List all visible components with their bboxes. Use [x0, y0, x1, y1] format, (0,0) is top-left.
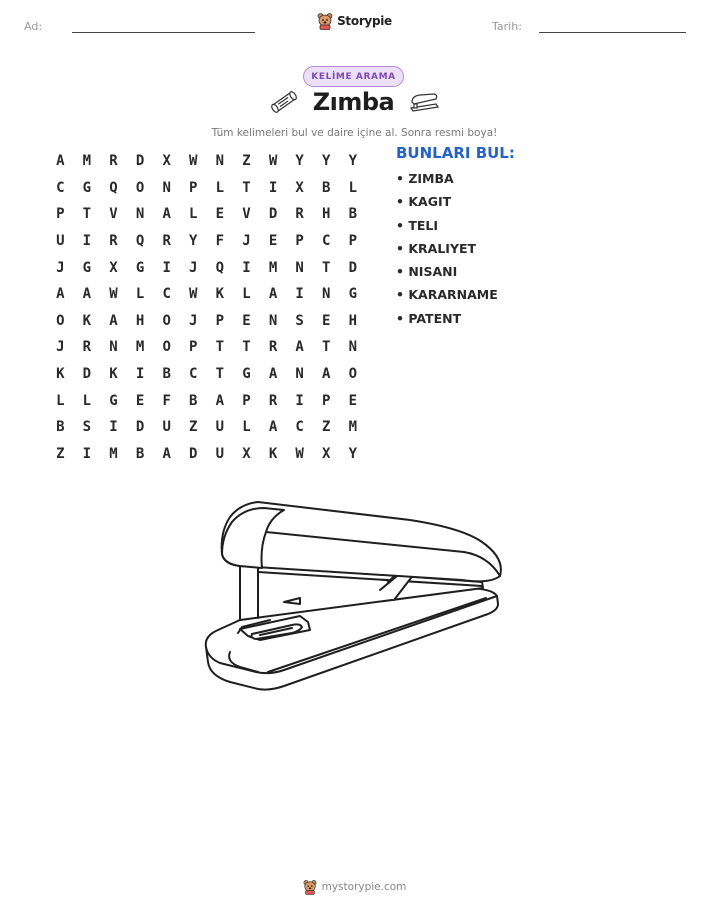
grid-letter[interactable]: I [242, 259, 251, 276]
grid-letter[interactable]: E [135, 392, 145, 409]
grid-letter[interactable]: Z [56, 445, 65, 462]
grid-letter[interactable]: D [268, 206, 278, 223]
grid-letter[interactable]: Q [109, 179, 118, 196]
grid-letter[interactable]: B [322, 179, 331, 196]
puzzle-type-badge: KELİME ARAMA [303, 66, 404, 87]
grid-letter[interactable]: X [162, 153, 171, 170]
grid-letter[interactable]: V [109, 206, 118, 223]
brand-name: Storypie [337, 14, 392, 28]
bear-mascot-icon [303, 879, 317, 895]
grid-letter[interactable]: Q [215, 259, 225, 276]
grid-letter[interactable]: G [242, 366, 251, 383]
grid-letter[interactable]: Y [348, 445, 358, 462]
grid-letter[interactable]: N [109, 339, 118, 356]
grid-letter[interactable]: J [189, 259, 198, 276]
grid-letter[interactable]: S [82, 419, 92, 436]
grid-letter[interactable]: I [82, 445, 92, 462]
grid-row [47, 228, 366, 255]
grid-letter[interactable]: C [189, 366, 198, 383]
grid-row [47, 281, 366, 308]
grid-letter[interactable]: I [295, 392, 304, 409]
grid-letter[interactable]: L [82, 392, 92, 409]
grid-letter[interactable]: P [348, 233, 358, 250]
grid-letter[interactable]: M [268, 259, 278, 276]
grid-letter[interactable]: I [135, 366, 145, 383]
grid-row [47, 308, 366, 335]
grid-letter[interactable]: A [322, 366, 331, 383]
grid-letter[interactable]: D [348, 259, 358, 276]
grid-letter[interactable]: P [215, 312, 225, 329]
grid-letter[interactable]: N [162, 179, 171, 196]
word-list-item: • TELI [396, 217, 439, 233]
grid-letter[interactable]: G [348, 286, 358, 303]
grid-row [47, 201, 366, 228]
grid-letter[interactable]: K [215, 286, 225, 303]
grid-letter[interactable]: Y [348, 153, 358, 170]
grid-letter[interactable]: F [162, 392, 171, 409]
grid-letter[interactable]: T [242, 339, 251, 356]
grid-letter[interactable]: L [135, 286, 145, 303]
grid-letter[interactable]: M [348, 419, 358, 436]
footer-url[interactable]: mystorypie.com [321, 881, 407, 893]
grid-letter[interactable]: T [322, 259, 331, 276]
name-label: Ad: [24, 20, 43, 33]
grid-letter[interactable]: A [109, 312, 118, 329]
grid-letter[interactable]: J [242, 233, 251, 250]
grid-letter[interactable]: C [322, 233, 331, 250]
grid-letter[interactable]: U [162, 419, 171, 436]
grid-letter[interactable]: A [295, 339, 304, 356]
grid-row [47, 361, 366, 388]
brand-logo [0, 12, 709, 30]
grid-letter[interactable]: M [109, 445, 118, 462]
grid-letter[interactable]: M [135, 339, 145, 356]
grid-letter[interactable]: T [215, 366, 225, 383]
word-list-item: • KAGIT [396, 194, 452, 210]
grid-letter[interactable]: X [242, 445, 251, 462]
grid-letter[interactable]: K [109, 366, 118, 383]
grid-letter[interactable]: B [135, 445, 145, 462]
grid-letter[interactable]: W [189, 153, 198, 170]
grid-letter[interactable]: E [242, 312, 251, 329]
grid-letter[interactable]: Q [135, 233, 145, 250]
date-label: Tarih: [492, 20, 522, 33]
grid-letter[interactable]: U [215, 419, 225, 436]
date-line[interactable] [539, 32, 686, 33]
grid-letter[interactable]: N [215, 153, 225, 170]
grid-letter[interactable]: C [56, 179, 65, 196]
grid-letter[interactable]: O [162, 312, 171, 329]
grid-letter[interactable]: A [268, 419, 278, 436]
grid-letter[interactable]: R [162, 233, 171, 250]
grid-letter[interactable]: N [295, 366, 304, 383]
grid-letter[interactable]: I [82, 233, 92, 250]
grid-letter[interactable]: T [242, 179, 251, 196]
grid-letter[interactable]: R [268, 392, 278, 409]
grid-letter[interactable]: U [56, 233, 65, 250]
grid-letter[interactable]: P [56, 206, 65, 223]
word-list-item: • KRALIYET [396, 240, 477, 256]
grid-letter[interactable]: U [215, 445, 225, 462]
grid-letter[interactable]: Y [295, 153, 304, 170]
grid-letter[interactable]: B [348, 206, 358, 223]
grid-letter[interactable]: A [56, 153, 65, 170]
grid-letter[interactable]: Y [322, 153, 331, 170]
grid-letter[interactable]: R [82, 339, 92, 356]
grid-letter[interactable]: C [162, 286, 171, 303]
grid-letter[interactable]: L [348, 179, 358, 196]
word-list-item: • NISANI [396, 264, 458, 280]
grid-letter[interactable]: I [162, 259, 171, 276]
word-list-item: • KARARNAME [396, 287, 498, 303]
grid-letter[interactable]: N [348, 339, 358, 356]
grid-letter[interactable]: L [242, 419, 251, 436]
grid-letter[interactable]: D [82, 366, 92, 383]
grid-letter[interactable]: J [56, 339, 65, 356]
page-title: Zımba [312, 88, 395, 116]
grid-letter[interactable]: Y [189, 233, 198, 250]
grid-letter[interactable]: I [295, 286, 304, 303]
grid-letter[interactable]: T [215, 339, 225, 356]
grid-letter[interactable]: V [242, 206, 251, 223]
name-line[interactable] [72, 32, 255, 33]
grid-row [47, 334, 366, 361]
grid-letter[interactable]: A [162, 445, 171, 462]
grid-row [47, 387, 366, 414]
grid-letter[interactable]: N [322, 286, 331, 303]
grid-letter[interactable]: E [268, 233, 278, 250]
grid-letter[interactable]: K [82, 312, 92, 329]
grid-row [47, 148, 366, 175]
grid-letter[interactable]: B [162, 366, 171, 383]
grid-letter[interactable]: A [82, 286, 92, 303]
grid-letter[interactable]: N [135, 206, 145, 223]
scroll-icon [269, 89, 299, 115]
grid-letter[interactable]: G [82, 259, 92, 276]
grid-letter[interactable]: L [189, 206, 198, 223]
word-list [396, 171, 498, 334]
grid-letter[interactable]: B [56, 419, 65, 436]
stapler-icon [408, 90, 440, 114]
grid-letter[interactable]: R [295, 206, 304, 223]
grid-letter[interactable]: O [135, 179, 145, 196]
grid-letter[interactable]: J [189, 312, 198, 329]
grid-letter[interactable]: W [109, 286, 118, 303]
grid-letter[interactable]: Z [189, 419, 198, 436]
grid-letter[interactable]: E [215, 206, 225, 223]
grid-letter[interactable]: Z [242, 153, 251, 170]
grid-letter[interactable]: F [215, 233, 225, 250]
grid-row [47, 254, 366, 281]
title-row [0, 88, 709, 116]
grid-letter[interactable]: T [82, 206, 92, 223]
grid-letter[interactable]: L [242, 286, 251, 303]
grid-letter[interactable]: E [348, 392, 358, 409]
grid-letter[interactable]: O [348, 366, 358, 383]
grid-letter[interactable]: S [295, 312, 304, 329]
grid-row [47, 441, 366, 468]
stapler-illustration [200, 492, 505, 692]
grid-letter[interactable]: A [268, 286, 278, 303]
word-list-item: • ZIMBA [396, 171, 454, 186]
grid-letter[interactable]: D [135, 153, 145, 170]
grid-letter[interactable]: Z [322, 419, 331, 436]
grid-letter[interactable]: W [189, 286, 198, 303]
grid-letter[interactable]: T [322, 339, 331, 356]
grid-row [47, 175, 366, 202]
grid-row [47, 414, 366, 441]
grid-letter[interactable]: C [295, 419, 304, 436]
grid-letter[interactable]: H [322, 206, 331, 223]
grid-letter[interactable]: A [215, 392, 225, 409]
grid-letter[interactable]: D [189, 445, 198, 462]
grid-letter[interactable]: I [109, 419, 118, 436]
grid-letter[interactable]: E [322, 312, 331, 329]
grid-letter[interactable]: P [295, 233, 304, 250]
grid-letter[interactable]: J [56, 259, 65, 276]
grid-letter[interactable]: P [242, 392, 251, 409]
instructions-text: Tüm kelimeleri bul ve daire içine al. Sonra resmi boya! [211, 127, 498, 139]
bear-mascot-icon [317, 12, 333, 30]
grid-letter[interactable]: A [56, 286, 65, 303]
grid-letter[interactable]: G [109, 392, 118, 409]
grid-letter[interactable]: X [109, 259, 118, 276]
grid-letter[interactable]: H [135, 312, 145, 329]
grid-letter[interactable]: X [322, 445, 331, 462]
grid-letter[interactable]: W [295, 445, 304, 462]
grid-letter[interactable]: N [268, 312, 278, 329]
footer [0, 879, 709, 895]
grid-letter[interactable]: M [82, 153, 92, 170]
grid-letter[interactable]: K [56, 366, 65, 383]
grid-letter[interactable]: R [268, 339, 278, 356]
grid-letter[interactable]: R [109, 233, 118, 250]
grid-letter[interactable]: B [189, 392, 198, 409]
grid-letter[interactable]: G [82, 179, 92, 196]
grid-letter[interactable]: N [295, 259, 304, 276]
grid-letter[interactable]: I [268, 179, 278, 196]
grid-letter[interactable]: P [189, 179, 198, 196]
grid-letter[interactable]: H [348, 312, 358, 329]
grid-letter[interactable]: D [135, 419, 145, 436]
grid-letter[interactable]: P [322, 392, 331, 409]
word-list-title: BUNLARI BUL: [396, 144, 515, 162]
grid-letter[interactable]: L [56, 392, 65, 409]
grid-letter[interactable]: K [268, 445, 278, 462]
grid-letter[interactable]: P [189, 339, 198, 356]
grid-letter[interactable]: O [56, 312, 65, 329]
grid-letter[interactable]: X [295, 179, 304, 196]
grid-letter[interactable]: A [162, 206, 171, 223]
grid-letter[interactable]: W [268, 153, 278, 170]
word-list-item: • PATENT [396, 310, 462, 326]
grid-letter[interactable]: G [135, 259, 145, 276]
grid-letter[interactable]: R [109, 153, 118, 170]
grid-letter[interactable]: O [162, 339, 171, 356]
letter-grid[interactable] [47, 148, 366, 467]
grid-letter[interactable]: L [215, 179, 225, 196]
grid-letter[interactable]: A [268, 366, 278, 383]
